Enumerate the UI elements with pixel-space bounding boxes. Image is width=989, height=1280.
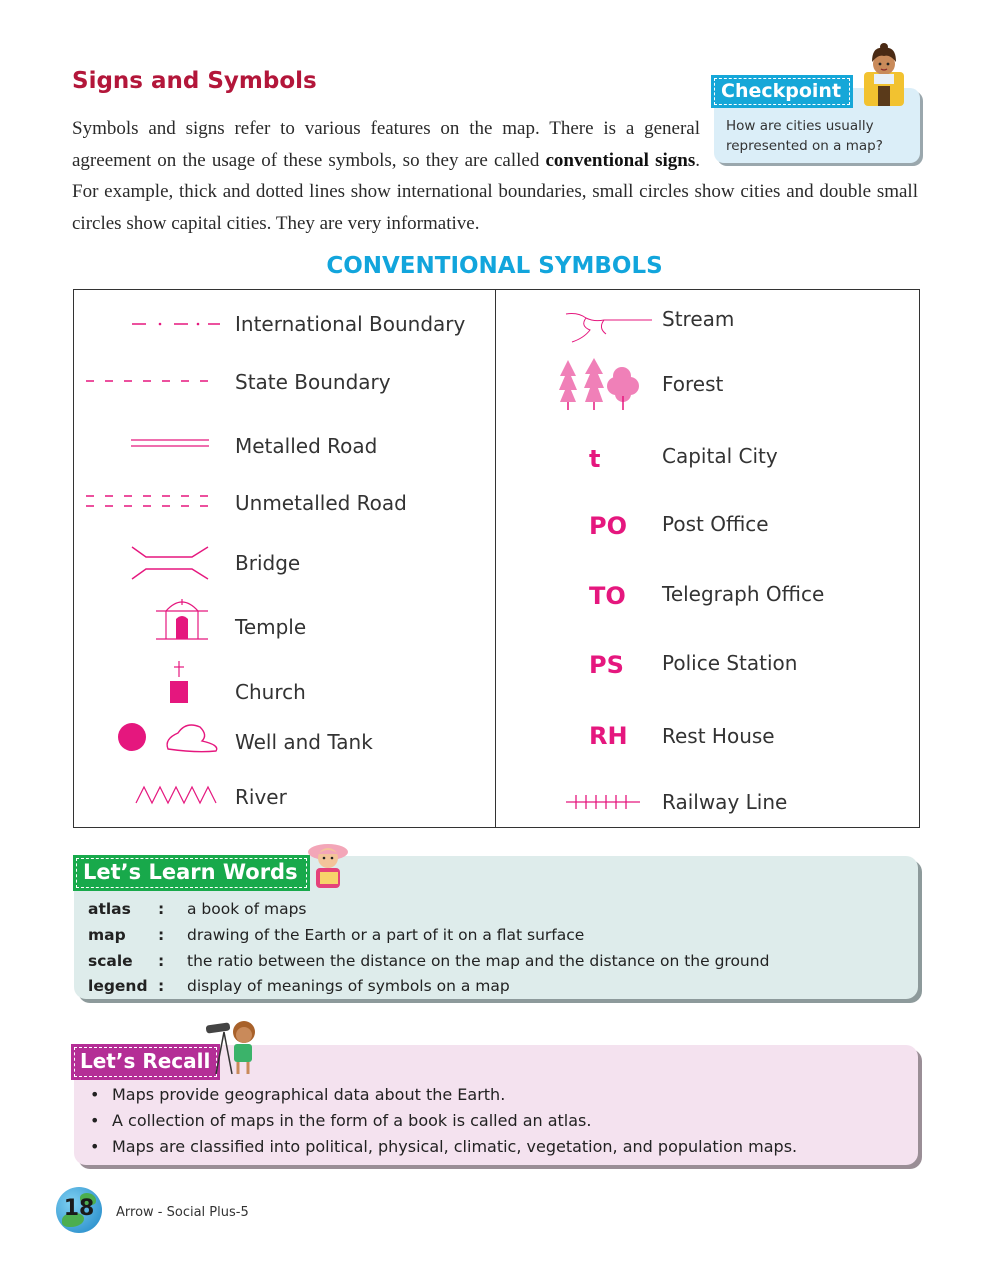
conventional-symbols-table [73,289,920,828]
book-title: Arrow - Social Plus-5 [116,1205,249,1220]
police-station-symbol: PS [589,651,624,679]
para-bold-term: conventional signs [545,149,696,171]
symbol-label-rest-house: Rest House [662,724,775,748]
rest-house-symbol: RH [589,722,628,750]
girl-with-book-icon [302,838,354,896]
boy-with-telescope-icon [204,1018,264,1076]
symbol-label-police-station: Police Station [662,651,798,675]
word-term: map [88,926,126,944]
symbol-label-unmetalled-road: Unmetalled Road [235,491,407,515]
symbol-label-railway-line: Railway Line [662,790,788,814]
telegraph-office-symbol: TO [589,582,626,610]
word-definition: drawing of the Earth or a part of it on a flat surface [187,926,585,944]
table-divider [495,290,496,827]
para-text-1: Symbols and signs refer to various features on the map. There is a general agreement on the usage of these symbols, so they are called [72,118,700,171]
word-term: atlas [88,900,131,918]
symbols-table-title: CONVENTIONAL SYMBOLS [326,253,663,279]
checkpoint-question: How are cities usually represented on a map? [726,118,883,154]
page-number: 18 [63,1196,95,1221]
symbol-label-river: River [235,785,287,809]
word-colon: : [158,900,165,918]
international-boundary-icon [130,312,222,336]
church-icon [166,659,192,707]
recall-item [90,1137,797,1156]
word-term: legend [88,977,148,995]
bullet-icon: • [90,1111,100,1130]
state-boundary-icon [84,371,220,391]
word-colon: : [158,952,165,970]
recall-item [90,1085,505,1104]
symbol-label-international-boundary: International Boundary [235,312,466,336]
word-definition: a book of maps [187,900,307,918]
forest-icon [558,356,648,412]
recall-text: A collection of maps in the form of a book is called an atlas. [112,1111,592,1130]
unmetalled-road-icon [84,492,220,510]
recall-tag: Let’s Recall [74,1047,217,1077]
symbol-label-telegraph-office: Telegraph Office [662,582,825,606]
capital-city-symbol: t [589,445,601,473]
bridge-icon [130,545,210,581]
stream-icon [564,308,654,348]
word-colon: : [158,977,165,995]
bullet-icon: • [90,1085,100,1104]
girl-character-icon [860,42,908,108]
section-heading: Signs and Symbols [72,68,317,94]
symbol-label-post-office: Post Office [662,512,769,536]
recall-text: Maps provide geographical data about the Earth. [112,1085,506,1104]
recall-text: Maps are classified into political, physical, climatic, vegetation, and population maps. [112,1137,798,1156]
symbol-label-stream: Stream [662,307,735,331]
symbol-label-bridge: Bridge [235,551,301,575]
symbol-label-state-boundary: State Boundary [235,370,391,394]
metalled-road-icon [130,436,210,450]
word-colon: : [158,926,165,944]
para-text-2: . For example, thick and dotted lines show international boundaries, small circles show cities and double small circles show capital cities. They are very informative. [72,149,918,234]
post-office-symbol: PO [589,512,627,540]
word-term: scale [88,952,133,970]
symbol-label-metalled-road: Metalled Road [235,434,378,458]
recall-item [90,1111,591,1130]
word-definition: the ratio between the distance on the map and the distance on the ground [187,952,770,970]
word-definition: display of meanings of symbols on a map [187,977,510,995]
symbol-label-capital-city: Capital City [662,444,778,468]
bullet-icon: • [90,1137,100,1156]
symbol-label-church: Church [235,680,306,704]
checkpoint-tag: Checkpoint [714,78,850,105]
symbol-label-well-and-tank: Well and Tank [235,730,373,754]
symbol-label-temple: Temple [235,615,307,639]
symbol-label-forest: Forest [662,372,724,396]
temple-icon [156,597,210,641]
well-and-tank-icon [116,719,224,755]
river-icon [134,783,222,807]
railway-line-icon [564,792,642,812]
learn-words-tag: Let’s Learn Words [76,858,307,888]
